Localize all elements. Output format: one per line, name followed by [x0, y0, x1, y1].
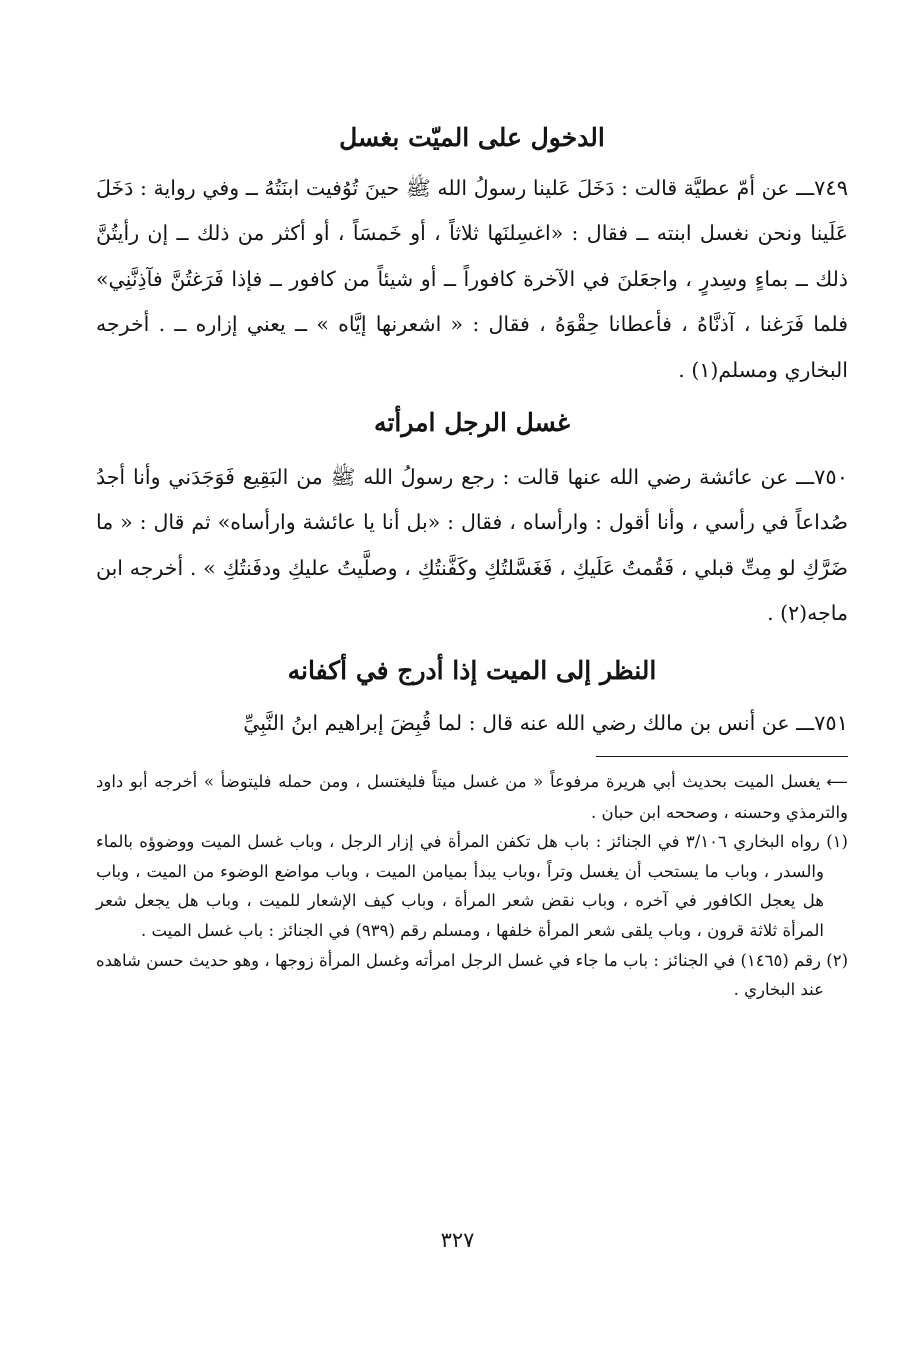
hadith-number-749: ٧٤٩ — [814, 176, 848, 200]
continuation-arrow-icon: ⟵ — [826, 773, 848, 792]
hadith-number-751: ٧٥١ — [814, 710, 848, 735]
footnote-1: (١) رواه البخاري ٣/١٠٦ في الجنائز : باب هل تكفن المرأة في إزار الرجل ، وباب غسل الميت ووضوؤه بالماء والسدر ، وباب ما يستحب أن يغسل وتراً ،وباب يبدأ بميامن الميت ، وباب مواضع الوضوء من الميت ، وباب هل يعجل الكافور في آخره ، وباب نقض شعر المرأة ، وباب كيف الإشعار للميت ، وباب هل يجعل شعر المرأة ثلاثة قرون ، وباب يلقى شعر المرأة خلفها ، ومسلم رقم (٩٣٩) في الجنائز : باب غسل الميت . — [96, 832, 848, 941]
footnote-continued — [96, 767, 848, 827]
section-heading-entering-upon-deceased: الدخول على الميّت بغسل — [339, 123, 605, 152]
hadith-751-text: ـــ عن أنس بن مالك رضي الله عنه قال : لما قُبِضَ إبراهيم ابنُ النَّبِيِّ — [243, 710, 815, 735]
hadith-749 — [96, 166, 848, 393]
footnote-separator — [596, 756, 848, 757]
hadith-number-750: ٧٥٠ — [814, 465, 848, 490]
hadith-750-text: ـــ عن عائشة رضي الله عنها قالت : رجع رسولُ الله ﷺ من البَقِيع فَوَجَدَني وأنا أجدُ صُداعاً في رأسي ، وأنا أقول : وارأساه ، فقال : «بل أنا يا عائشة وارأساه» ثم قال : « ما ضَرَّكِ لو مِتِّ قبلي ، فَقُمتُ عَلَيكِ ، فَغَسَّلتُكِ وكَفَّنتُكِ ، وصلَّيتُ عليكِ ودفَنتُكِ » . أخرجه ابن ماجه(٢) . — [96, 465, 848, 626]
section-heading-husband-washing-wife: غسل الرجل امرأته — [374, 408, 570, 438]
page-number: ٣٢٧ — [440, 1228, 475, 1252]
book-page — [96, 118, 848, 1005]
hadith-750 — [96, 455, 848, 637]
footnote-continued-text: يغسل الميت بحديث أبي هريرة مرفوعاً « من غسل ميتاً فليغتسل ، ومن حمله فليتوضأ » أخرجه أبو داود والترمذي وحسنه ، وصححه ابن حبان . — [96, 772, 848, 822]
hadith-749-text: ـــ عن أمّ عطيَّة قالت : دَخَلَ عَلينا رسولُ الله ﷺ حينَ تُوُفيت ابنَتُهُ ــ وفي رواية : دَخَلَ عَلَينا ونحن نغسل ابنته ــ فقال : «اغسِلنَها ثلاثاً ، أو خَمسَاً ، أو أكثر من ذلك ــ إن رأيتُنَّ ذلك ــ بماءٍ وسِدرٍ ، واجعَلنَ في الآخرة كافوراً ــ أو شيئاً من كافور ــ فإذا فَرَغتُنَّ فآذِنَّنِي» فلما فَرَغنا ، آذنَّاهُ ، فأعطانا حِقْوَهُ ، فقال : « اشعرنها إيَّاه » ــ يعني إزاره ــ . أخرجه البخاري ومسلم(١) . — [96, 176, 848, 382]
footnote-2: (٢) رقم (١٤٦٥) في الجنائز : باب ما جاء في غسل الرجل امرأته وغسل المرأة زوجها ، وهو حديث حسن شاهده عند البخاري . — [96, 950, 848, 1000]
footnotes — [96, 767, 848, 1005]
section-heading-looking-at-deceased: النظر إلى الميت إذا أدرج في أكفانه — [287, 655, 657, 685]
hadith-751 — [96, 701, 848, 746]
